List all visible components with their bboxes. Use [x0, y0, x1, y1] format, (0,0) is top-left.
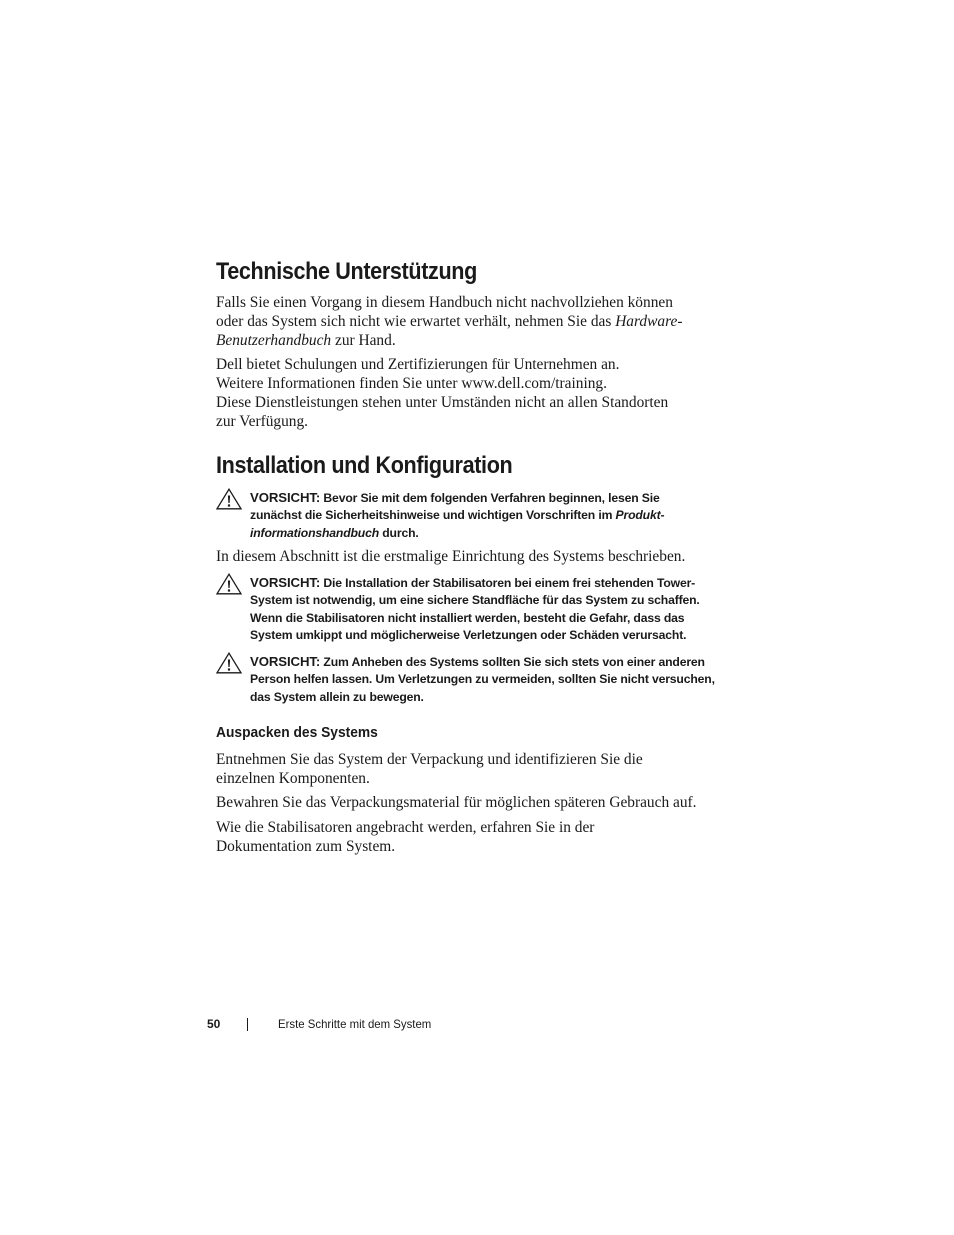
- caution-label: VORSICHT:: [250, 575, 321, 590]
- caution-label: VORSICHT:: [250, 654, 321, 669]
- text-line: [216, 312, 721, 331]
- paragraph-unpacking-components: [216, 750, 721, 788]
- emphasis-hardware-manual: Benutzerhandbuch: [216, 332, 332, 349]
- text-fragment: zur Hand.: [331, 332, 396, 349]
- text-line: [250, 507, 730, 524]
- caution-text: [250, 574, 730, 644]
- heading-technical-support: Technische Unterstützung: [216, 258, 477, 285]
- emphasis-hardware-manual: Hardware-: [615, 313, 683, 330]
- text-line: Dokumentation zum System.: [216, 838, 396, 855]
- paragraph-training: [216, 355, 721, 431]
- text-line: System umkippt und möglicherweise Verletzungen oder Schäden verursacht.: [250, 627, 687, 642]
- text-line: Wie die Stabilisatoren angebracht werden, erfahren Sie in der: [216, 819, 595, 836]
- heading-unpacking: Auspacken des Systems: [216, 724, 378, 741]
- text-line: In diesem Abschnitt ist die erstmalige Einrichtung des Systems beschrieben.: [216, 548, 686, 565]
- text-fragment: Weitere Informationen finden Sie unter: [216, 375, 462, 392]
- paragraph-installation-intro: [216, 547, 721, 566]
- text-line: [216, 374, 721, 393]
- text-line: [250, 525, 730, 542]
- warning-triangle-icon: [216, 488, 242, 510]
- text-line: [216, 331, 721, 350]
- text-line: Wenn die Stabilisatoren nicht installiert werden, besteht die Gefahr, dass das: [250, 610, 685, 625]
- text-line: System ist notwendig, um eine sichere Standfläche für das System zu schaffen.: [250, 593, 700, 608]
- text-fragment: Bevor Sie mit dem folgenden Verfahren beginnen, lesen Sie: [320, 491, 660, 505]
- text-line: das System allein zu bewegen.: [250, 689, 424, 704]
- heading-installation: Installation und Konfiguration: [216, 452, 513, 479]
- text-line: Dell bietet Schulungen und Zertifizierungen für Unternehmen an.: [216, 356, 620, 373]
- training-url-link[interactable]: www.dell.com/training: [461, 375, 604, 392]
- text-fragment: Zum Anheben des Systems sollten Sie sich stets von einer anderen: [320, 655, 705, 669]
- text-line: Falls Sie einen Vorgang in diesem Handbuch nicht nachvollziehen können: [216, 294, 673, 311]
- text-line: [250, 574, 730, 592]
- text-fragment: durch.: [379, 525, 419, 540]
- text-line: Person helfen lassen. Um Verletzungen zu vermeiden, sollten Sie nicht versuchen,: [250, 672, 715, 687]
- text-line: [250, 489, 730, 507]
- footer-divider: [247, 1018, 248, 1031]
- page-number: 50: [207, 1017, 221, 1031]
- paragraph-packaging: [216, 793, 721, 812]
- text-fragment: Die Installation der Stabilisatoren bei einem frei stehenden Tower-: [320, 576, 696, 590]
- warning-triangle-icon: [216, 573, 242, 595]
- text-fragment: zunächst die Sicherheitshinweise und wichtigen Vorschriften im: [250, 508, 616, 523]
- caution-text: [250, 489, 730, 542]
- text-line: [250, 653, 730, 671]
- text-line: einzelnen Komponenten.: [216, 770, 370, 787]
- emphasis-product-manual: informationshandbuch: [250, 525, 380, 540]
- text-line: zur Verfügung.: [216, 413, 309, 430]
- paragraph-support-manual: [216, 293, 721, 350]
- paragraph-stabilizer-docs: [216, 818, 721, 856]
- text-fragment: oder das System sich nicht wie erwartet verhält, nehmen Sie das: [216, 313, 616, 330]
- caution-text: [250, 653, 730, 706]
- text-line: Entnehmen Sie das System der Verpackung und identifizieren Sie die: [216, 751, 643, 768]
- text-line: Diese Dienstleistungen stehen unter Umständen nicht an allen Standorten: [216, 394, 669, 411]
- emphasis-product-manual: Produkt-: [615, 508, 665, 523]
- text-fragment: .: [603, 375, 607, 392]
- warning-triangle-icon: [216, 652, 242, 674]
- text-line: Bewahren Sie das Verpackungsmaterial für möglichen späteren Gebrauch auf.: [216, 794, 697, 811]
- caution-label: VORSICHT:: [250, 490, 321, 505]
- footer-chapter-title: Erste Schritte mit dem System: [278, 1017, 432, 1031]
